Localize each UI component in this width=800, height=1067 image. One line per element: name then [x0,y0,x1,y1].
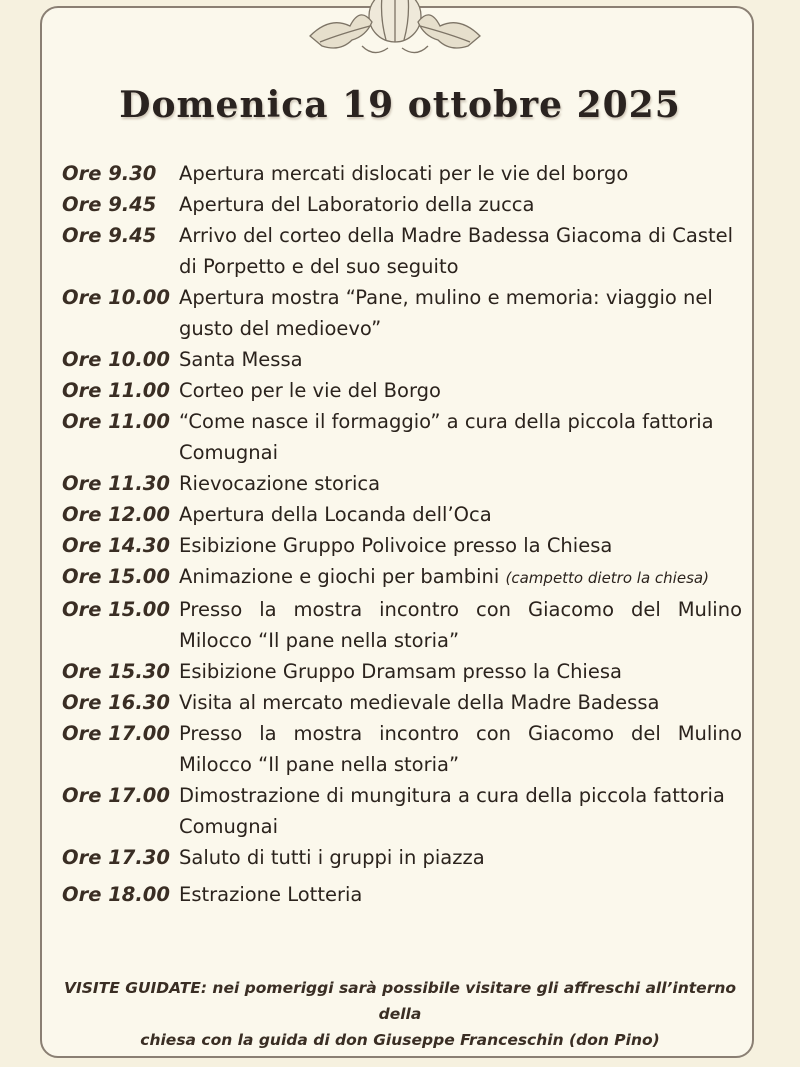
schedule-description: Esibizione Gruppo Dramsam presso la Chiesa [179,660,622,683]
schedule-description: Arrivo del corteo della Madre Badessa Giacoma di Castel di Porpetto e del suo seguito [179,224,734,278]
schedule-time: Ore 15.00 [62,565,170,588]
schedule-row [62,282,742,344]
schedule-time: Ore 17.00 [62,722,170,745]
schedule-description: Saluto di tutti i gruppi in piazza [179,846,485,869]
schedule-time: Ore 11.00 [62,379,170,402]
schedule-description: Apertura mercati dislocati per le vie del borgo [179,162,629,185]
schedule-row [62,468,742,499]
schedule-row [62,780,742,842]
schedule-description: Corteo per le vie del Borgo [179,379,441,402]
schedule-time: Ore 18.00 [62,883,170,906]
schedule-row [62,594,742,656]
schedule-description: Dimostrazione di mungitura a cura della piccola fattoria Comugnai [179,784,725,838]
schedule-row [62,406,742,468]
schedule-time: Ore 11.00 [62,410,170,433]
schedule-description: Estrazione Lotteria [179,883,363,906]
schedule-row [62,687,742,718]
schedule-time: Ore 10.00 [62,348,170,371]
guided-tours-note [60,975,740,1053]
pumpkin-leaves-icon [300,0,490,62]
schedule-row [62,158,742,189]
page-title: Domenica 19 ottobre 2025 [119,84,681,126]
schedule-row [62,718,742,780]
schedule-time: Ore 14.30 [62,534,170,557]
schedule-row [62,375,742,406]
schedule-time: Ore 15.30 [62,660,170,683]
schedule-time: Ore 12.00 [62,503,170,526]
schedule-description: “Come nasce il formaggio” a cura della piccola fattoria Comugnai [179,410,714,464]
schedule-row [62,842,742,873]
schedule-list [62,158,742,910]
schedule-time: Ore 10.00 [62,286,170,309]
schedule-description: Apertura del Laboratorio della zucca [179,193,535,216]
schedule-description: Apertura della Locanda dell’Oca [179,503,492,526]
schedule-description: Rievocazione storica [179,472,381,495]
schedule-time: Ore 16.30 [62,691,170,714]
schedule-time: Ore 11.30 [62,472,170,495]
schedule-row [62,499,742,530]
guided-tours-line: chiesa con la guida di don Giuseppe Franceschin (don Pino) [140,1031,660,1049]
schedule-description: Santa Messa [179,348,303,371]
schedule-description: Presso la mostra incontro con Giacomo del Mulino Milocco “Il pane nella storia” [179,598,742,652]
schedule-row [62,879,742,910]
schedule-row [62,656,742,687]
schedule-time: Ore 17.30 [62,846,170,869]
schedule-time: Ore 15.00 [62,598,170,621]
schedule-description: Esibizione Gruppo Polivoice presso la Chiesa [179,534,613,557]
schedule-time: Ore 9.45 [62,224,157,247]
schedule-row [62,530,742,561]
schedule-description: Presso la mostra incontro con Giacomo del Mulino Milocco “Il pane nella storia” [179,722,742,776]
schedule-description [179,561,742,594]
schedule-row [62,220,742,282]
schedule-description-text: Animazione e giochi per bambini [179,565,500,588]
schedule-description: Apertura mostra “Pane, mulino e memoria: viaggio nel gusto del medioevo” [179,286,713,340]
schedule-description: Visita al mercato medievale della Madre Badessa [179,691,660,714]
schedule-note: (campetto dietro la chiesa) [505,569,709,587]
guided-tours-line: VISITE GUIDATE: nei pomeriggi sarà possibile visitare gli affreschi all’interno della [63,979,737,1023]
schedule-time: Ore 17.00 [62,784,170,807]
schedule-row [62,561,742,594]
schedule-time: Ore 9.45 [62,193,157,216]
schedule-row [62,189,742,220]
schedule-time: Ore 9.30 [62,162,157,185]
schedule-row [62,344,742,375]
